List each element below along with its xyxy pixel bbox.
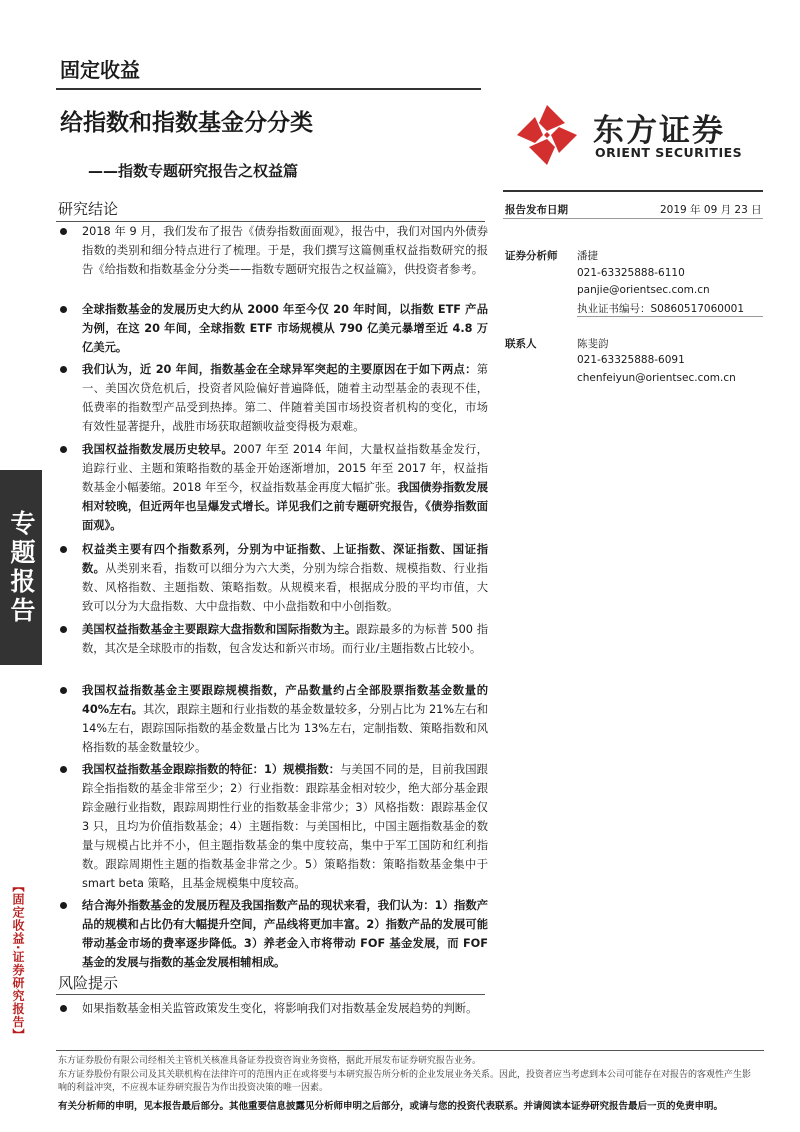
footer-disclaimer-1: 东方证券股份有限公司经相关主管机关核准具备证券投资咨询业务资格，据此开展发布证券研究报告业务。 [58,1056,482,1066]
contact-label: 联系人 [505,338,537,350]
list-item [58,896,488,972]
divider [577,316,763,317]
contact-name: 陈斐韵 [577,338,609,350]
bullet-text: 2007 年至 2014 年间，大量权益指数基金发行，追踪行业、主题和策略指数的基金开始逐渐增加，2015 年至 2017 年，权益指数基金小幅萎缩。2018 年至今，权益指数基金再度大幅扩张。 [82,443,488,494]
list-item [58,620,488,658]
list-item [58,300,488,357]
bullet-bold-text: 全球指数基金的发展历史大约从 2000 年至今仅 20 年时间，以指数 ETF 产品为例，在这 20 年间，全球指数 ETF 市场规模从 790 亿美元暴增至近 4.8 万亿美元。 [82,303,488,354]
orient-logo-icon [515,103,579,167]
analyst-phone: 021-63325888-6110 [577,267,685,279]
analyst-label: 证券分析师 [505,250,558,262]
bullet-bold-text: 我们认为，近 20 年间，指数基金在全球异军突起的主要原因在于如下两点： [82,363,477,376]
divider [503,218,763,219]
logo-name-en: ORIENT SECURITIES [595,145,743,160]
bullet-bold-text: 我国权益指数发展历史较早。 [82,443,234,456]
bullet-text: 其次，跟踪主题和行业指数的基金数量较多，分别占比为 21%左右和 14%左右，跟踪国际指数的基金数量占比为 13%左右，定制指数、策略指数和风格指数的基金数量较少。 [82,703,488,754]
analyst-email[interactable]: panjie@orientsec.com.cn [577,284,710,296]
bullet-icon [60,228,67,235]
bullet-bold-text: 我国债券指数发展相对较晚，但近两年也呈爆发式增长。详见我们之前专题研究报告，《债券指数面面观》。 [82,481,488,532]
section-heading-conclusion: 研究结论 [58,200,119,218]
bullet-icon [60,446,67,453]
list-item [58,360,488,436]
bullet-bold-text: 结合海外指数基金的发展历程及我国指数产品的现状来看，我们认为：1）指数产品的规模和占比仍有大幅提升空间，产品线将更加丰富。2）指数产品的发展可能带动基金市场的费率逐步降低。3）养老金入市将带动 FOF 基金发展，而 FOF 基金的发展与指数的基金发展相辅相成。 [82,899,488,969]
list-item [58,540,488,616]
bullet-text: 第一、美国次贷危机后，投资者风险偏好普遍降低，随着主动型基金的表现不佳，低费率的指数型产品受到热捧。第二、伴随着美国市场投资者机构的变化，市场有效性显著提升，战胜市场获取超额收益变得极为艰难。 [82,363,488,433]
analyst-cert: 执业证书编号：S0860517060001 [577,303,745,315]
divider [56,994,485,995]
bullet-text: 2018 年 9 月，我们发布了报告《债券指数面面观》，报告中，我们对国内外债券指数的类别和细分特点进行了梳理。于是，我们撰写这篇侧重权益指数研究的报告《给指数和指数基金分分类——指数专题研究报告之权益篇》，供投资者参考。 [82,225,488,276]
sidebar-report-category: 【固定收益·证券研究报告】 [11,880,25,1042]
bullet-icon [60,902,67,909]
footer-notice: 有关分析师的申明，见本报告最后部分。其他重要信息披露见分析师申明之后部分，或请与您的投资代表联系。并请阅读本证券研究报告最后一页的免责申明。 [58,1101,724,1112]
bullet-icon [60,766,67,773]
bullet-icon [60,687,67,694]
divider [56,1050,764,1051]
list-item [58,999,488,1018]
page-subtitle: ——指数专题研究报告之权益篇 [88,162,299,180]
page-title: 给指数和指数基金分分类 [60,110,313,136]
bullet-text: 与美国不同的是，目前我国跟踪全指指数的基金非常至少；2）行业指数：跟踪基金相对较少，绝大部分基金跟踪金融行业指数，跟踪周期性行业的指数基金非常少；3）风格指数：跟踪基金仅 3 只，且均为价值指数基金；4）主题指数：与美国相比，中国主题指数基金的数量与规模占比并不小，但主题指数基金的集中度较高，集中于军工国防和红利指数。跟踪周期性主题的指数基金非常之少。5）策略指数：策略指数基金集中于 smart beta 策略，且基金规模集中度较高。 [82,763,488,890]
bullet-bold-text: 我国权益指数基金主要跟踪规模指数，产品数量约占全部股票指数基金数量的 40%左右。 [82,684,488,716]
bullet-icon [60,546,67,553]
bullet-text: 从类别来看，指数可以细分为六大类，分别为综合指数、规模指数、行业指数、风格指数、主题指数、策略指数。从规模来看，根据成分股的平均市值，大致可以分为大盘指数、大中盘指数、中小盘指数和中小创指数。 [82,562,488,613]
bullet-text: 如果指数基金相关监管政策发生变化，将影响我们对指数基金发展趋势的判断。 [82,1002,478,1015]
footer-disclaimer-2: 东方证券股份有限公司及其关联机构在法律许可的范围内正在或将要与本研究报告所分析的企业发展业务关系。因此，投资者应当考虑到本公司可能存在对报告的客观性产生影响的利益冲突，不应视本证券研究报告为作出投资决策的唯一因素。 [58,1070,752,1093]
list-item [58,681,488,757]
bullet-bold-text: 美国权益指数基金主要跟踪大盘指数和国际指数为主。 [82,623,357,636]
report-type-label: 专题报告 [7,509,36,626]
contact-email[interactable]: chenfeiyun@orientsec.com.cn [577,372,736,384]
category-heading: 固定收益 [60,58,140,82]
sidebar-band [0,470,42,665]
bullet-icon [60,366,67,373]
divider [56,88,481,90]
divider [503,190,763,192]
bullet-icon [60,306,67,313]
list-item [58,760,488,893]
date-value: 2019 年 09 月 23 日 [660,204,762,216]
contact-phone: 021-63325888-6091 [577,354,685,366]
bullet-bold-text: 我国权益指数基金跟踪指数的特征：1）规模指数： [82,763,341,776]
list-item [58,222,488,279]
company-logo [515,103,755,163]
section-heading-risk: 风险提示 [58,974,119,992]
sidebar-top [0,0,42,470]
list-item [58,440,488,535]
date-label: 报告发布日期 [505,204,568,216]
bullet-icon [60,626,67,633]
bullet-bold-text: 权益类主要有四个指数系列，分别为中证指数、上证指数、深证指数、国证指数。 [82,543,488,575]
analyst-name: 潘捷 [577,250,598,262]
bullet-icon [60,1005,67,1012]
bullet-text: 跟踪最多的为标普 500 指数，其次是全球股市的指数，包含发达和新兴市场。而行业/主题指数占比较小。 [82,623,488,655]
logo-name-cn: 东方证券 [593,113,725,149]
